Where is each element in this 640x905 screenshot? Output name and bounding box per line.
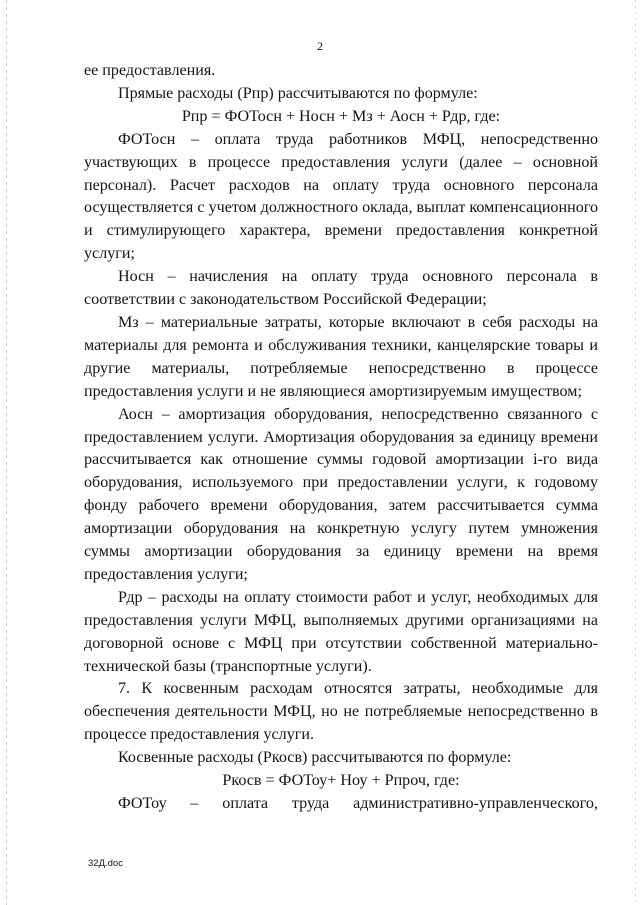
- paragraph-indirect-costs-intro: Косвенные расходы (Ркосв) рассчитываются по формуле:: [118, 749, 512, 767]
- scan-left-edge: [6, 0, 7, 905]
- footer-filename: 32Д.doc: [88, 858, 123, 869]
- paragraph-n-osn: Носн – начисления на оплату труда основного персонала в соответствии с законодательством Российской Федерации;: [84, 268, 598, 309]
- document-body: [84, 60, 598, 816]
- scan-right-edge: [635, 0, 636, 905]
- page-number: 2: [317, 39, 323, 53]
- formula-indirect-costs: Ркосв = ФОТоу+ Ноу + Рпроч, где:: [222, 772, 460, 790]
- paragraph-direct-costs-intro: Прямые расходы (Рпр) рассчитываются по формуле:: [118, 84, 478, 102]
- paragraph-mz: Мз – материальные затраты, которые включают в себя расходы на материалы для ремонта и обслуживания техники, канцелярские товары и другие материалы, потребляемые непосредственно в процессе предоставления услуги и не являющиеся амортизируемым имуществом;: [84, 313, 598, 400]
- paragraph-r-dr: Рдр – расходы на оплату стоимости работ и услуг, необходимых для предоставления услуги МФЦ, выполняемых другими организациями на договорной основе с МФЦ при отсутствии собственной материально-технической базы (транспортные услуги).: [84, 588, 598, 675]
- paragraph-a-osn: Аосн – амортизация оборудования, непосредственно связанного с предоставлением услуги. Амортизация оборудования за единицу времени рассчитывается как отношение суммы годовой амортизации i-го вида оборудования, используемого при предоставлении услуги, к годовому фонду рабочего времени оборудования, затем рассчитывается сумма амортизации оборудования на конкретную услугу путем умножения суммы амортизации оборудования за единицу времени на время предоставления услуги;: [84, 405, 598, 583]
- paragraph-continuation: ее предоставления.: [84, 62, 216, 79]
- paragraph-fot-osn: ФОТосн – оплата труда работников МФЦ, непосредственно участвующих в процессе предоставления услуги (далее – основной персонал). Расчет расходов на оплату труда основного персонала осуществляется с учетом должностного оклада, выплат компенсационного и стимулирующего характера, времени предоставления конкретной услуги;: [84, 130, 598, 263]
- paragraph-indirect-costs: 7. К косвенным расходам относятся затраты, необходимые для обеспечения деятельности МФЦ, но не потребляемые непосредственно в процессе предоставления услуги.: [84, 680, 598, 744]
- formula-direct-costs: Рпр = ФОТосн + Носн + Мз + Аосн + Рдр, где:: [181, 107, 501, 125]
- paragraph-fot-ou: ФОТоу – оплата труда административно-управленческого,: [118, 795, 598, 812]
